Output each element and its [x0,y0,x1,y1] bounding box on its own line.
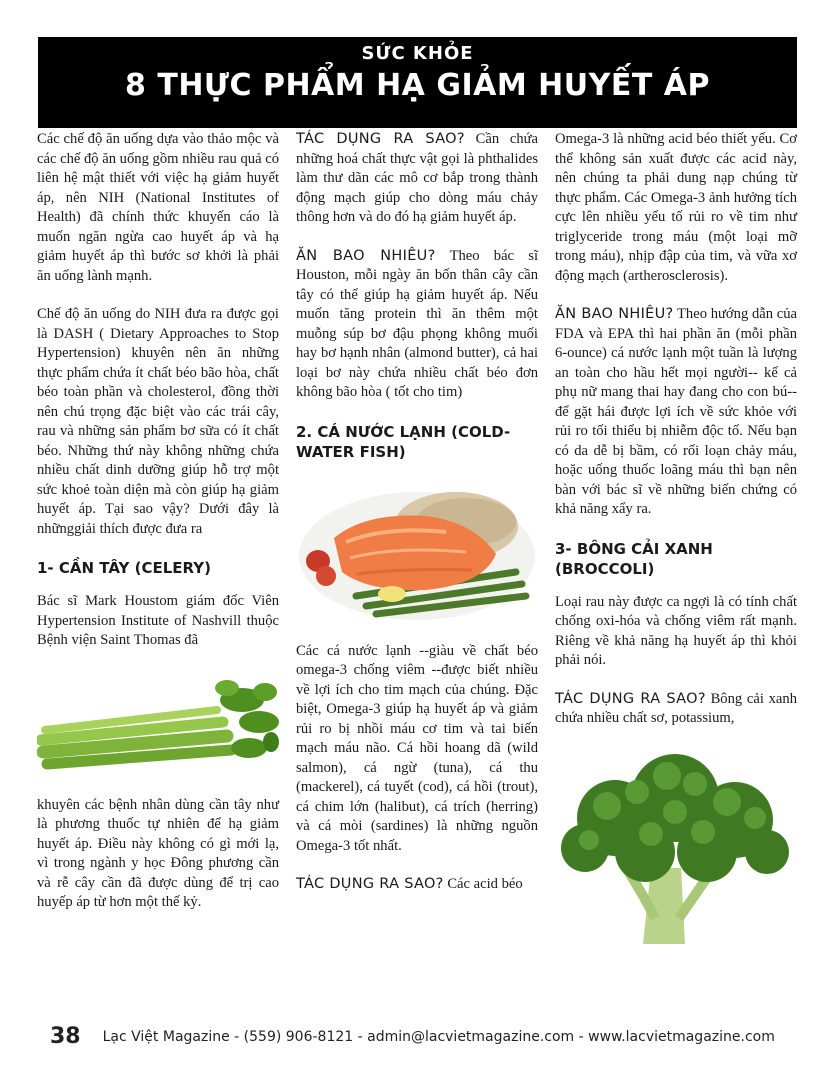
column-1 [37,130,279,932]
intro-paragraph-2: Chế độ ăn uống do NIH đưa ra được gọi là DASH ( Dietary Approaches to Stop Hypertension) khuyên nên ăn những thực phẩm chứa ít chất béo bão hòa, chất béo toàn phần và cholesterol, đồng thời nên chú trọng đặc biệt vào các trái cây, rau và những sản phẩm bơ sữa có ít chất béo. Những thứ này không những chứa nhiều chất dinh dưỡng giúp hỗ trợ một sức khoẻ toàn diện mà còn giúp hạ giảm huyết áp. Tại sao vậy? Dưới đây là nhữnggiải thích được đưa ra [37,306,279,537]
column-3 [555,130,797,964]
column-2 [296,130,538,914]
fish-paragraph-1: Các cá nước lạnh --giàu về chất béo omega-3 chống viêm --được biết nhiều về lợi ích cho tim mạch của chúng. Đặc biệt, Omega-3 giúp hạ huyết áp và giảm rủi ro bị nhồi máu cơ tim và tai biến mạch máu não. Cá hồi hoang dã (wild salmon), cá ngừ (tuna), cá thu (mackerel), cá tuyết (cod), cá hồi (trout), cá chim lớn (halibut), cá trích (herring) và cá mòi (sardines) là những nguồn Omega-3 tốt nhất. [296,642,538,854]
broccoli-image [555,748,797,948]
lead-how-much-2: ĂN BAO NHIÊU? [555,306,674,322]
section-heading-broccoli: 3- BÔNG CẢI XANH (BROCCOLI) [555,539,713,578]
section-heading-cold-water-fish: 2. CÁ NƯỚC LẠNH (COLD-WATER FISH) [296,422,511,461]
broccoli-effect-paragraph: TÁC DỤNG RA SAO? Bông cải xanh chứa nhiều chất sơ, potassium, [555,690,797,726]
article-title: 8 THỰC PHẨM HẠ GIẢM HUYẾT ÁP [125,68,710,103]
celery-effect-paragraph: TÁC DỤNG RA SAO? Cần chứa những hoá chất thực vật gọi là phthalides làm thư dãn các mô cơ bắp trong thành động mạch giúp cho dòng máu chảy thông hơn và do đó hạ giảm huyết áp. [296,131,539,225]
fish-amount-paragraph: ĂN BAO NHIÊU? Theo hướng dẫn của FDA và EPA thì hai phần ăn (mỗi phần 6-ounce) cá nước lạnh một tuần là lượng an toàn cho hầu hết mọi người-- kể cả phụ nữ mang thai hay đang cho con bú-- để gặt hái được lợi ích về sức khỏe với rủi ro tối thiểu bị nhiễm độc tố. Nếu bạn có da dễ bị bầm, có rối loạn chảy máu, hoặc uống thuốc loãng máu thì bạn nên bàn với bác sĩ về những biến chứng có khả năng xẩy ra. [555,306,798,517]
fish-paragraph-2: Omega-3 là những acid béo thiết yếu. Cơ thể không sản xuất được các acid này, nên chúng ta phải dung nạp chúng từ thực phẩm. Các Omega-3 ảnh hưởng tích cực lên nhiều yếu tố rủi ro về tim như triglyceride trong máu (một loại mỡ trong máu), nhịp đập của tim, và vữa xơ động mạch (artherosclerosis). [555,131,797,284]
page-number: 38 [50,1024,81,1049]
lead-how-it-works: TÁC DỤNG RA SAO? [296,131,465,147]
lead-how-it-works-2: TÁC DỤNG RA SAO? [296,876,444,892]
salmon-image [296,476,538,626]
article-header [38,37,797,128]
section-kicker: SỨC KHỎE [361,43,474,64]
lead-how-it-works-3: TÁC DỤNG RA SAO? [555,690,706,707]
celery-paragraph-2: khuyên các bệnh nhân dùng cần tây như là phương thuốc tự nhiên để hạ giảm huyết áp. Điều này không có gì mới lạ, vì trong ngành y học Đông phương cần và rễ cây cần đã được dùng để trị cao huyếp áp từ hơn một thế kỷ. [37,796,279,910]
page-footer [50,1024,790,1049]
section-heading-celery: 1- CẦN TÂY (CELERY) [37,559,211,577]
celery-image [37,670,279,780]
celery-amount-paragraph: ĂN BAO NHIÊU? Theo bác sĩ Houston, mỗi ngày ăn bốn thân cây cần tây có thể giúp hạ giảm huyết áp. Nếu muốn tăng protein thì ăn thêm một muỗng súp bơ đậu phọng không muối hay bơ hạnh nhân (almond butter), cả hai loại bơ này chứa nhiều chất béo đơn không bão hòa ( tốt cho tim) [296,247,539,400]
fish-effect-paragraph: TÁC DỤNG RA SAO? Các acid béo [296,876,523,892]
celery-paragraph-1: Bác sĩ Mark Houstom giám đốc Viên Hypertension Institute of Nashvill thuộc Bệnh viện Saint Thomas đã [37,593,279,648]
lead-how-much: ĂN BAO NHIÊU? [296,247,436,264]
intro-paragraph-1: Các chế độ ăn uống dựa vào thảo mộc và các chế độ ăn uống gồm nhiều rau quả có liên hệ mật thiết với việc hạ giảm huyết áp, nên NIH (National Institutes of Health) đã chính thức khuyến cáo là muốn ngăn ngừa cao huyết áp và hạ giảm huyết áp thì bước sơ khởi là phải ăn uống lành mạnh. [37,131,279,284]
footer-contact: Lạc Việt Magazine - (559) 906-8121 - admin@lacvietmagazine.com - www.lacvietmagazine.com [102,1029,775,1045]
broccoli-paragraph-1: Loại rau này được ca ngợi là có tính chất chống oxi-hóa và chống viêm rất mạnh. Riêng về khả năng hạ huyết áp thì khỏi phải nói. [555,593,797,668]
